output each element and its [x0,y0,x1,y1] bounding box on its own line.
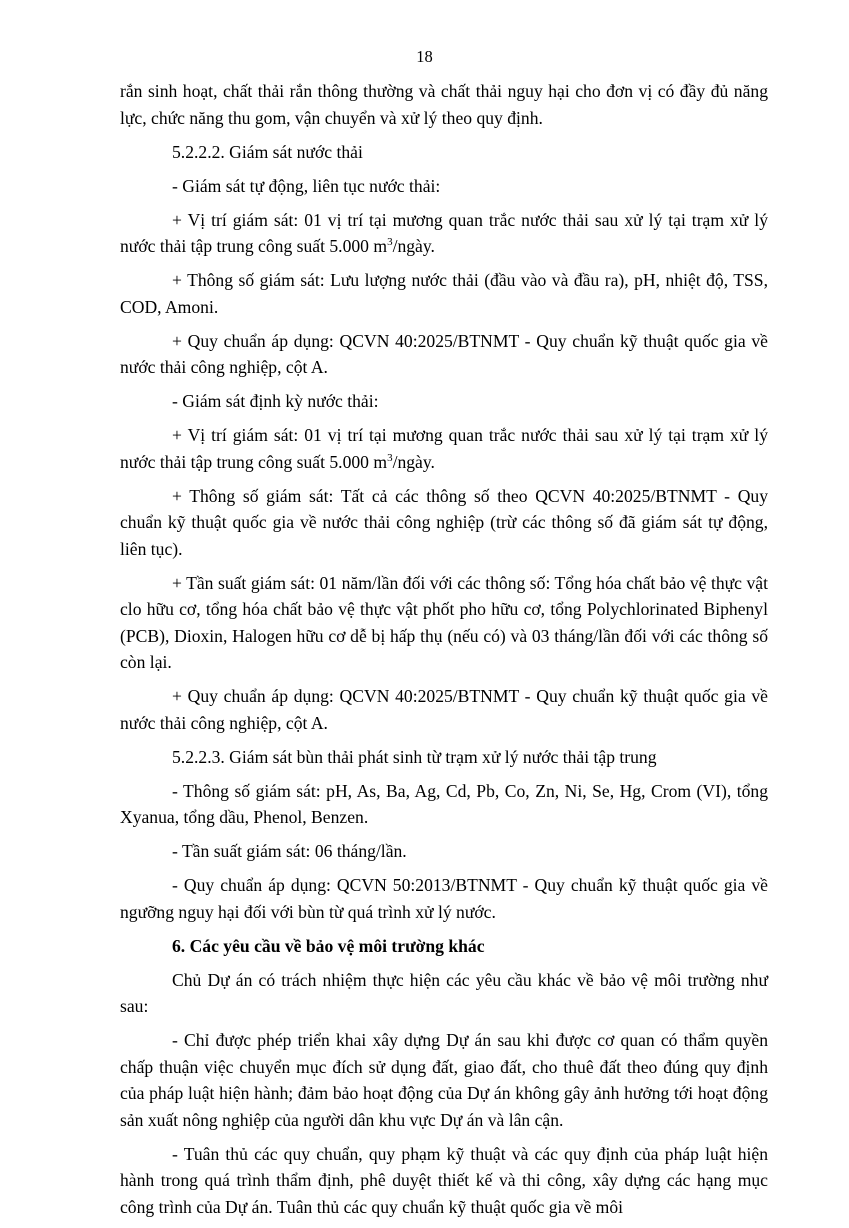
paragraph-sludge-standard: - Quy chuẩn áp dụng: QCVN 50:2013/BTNMT - Quy chuẩn kỹ thuật quốc gia về ngưỡng nguy hại đối với bùn từ quá trình xử lý nước. [120,875,768,922]
paragraph-section-6-intro: Chủ Dự án có trách nhiệm thực hiện các yêu cầu khác về bảo vệ môi trường như sau: [120,969,768,1016]
paragraph-requirement-2: - Tuân thủ các quy chuẩn, quy phạm kỹ thuật và các quy định của pháp luật hiện hành trong quá trình thẩm định, phê duyệt thiết kế và thi công, xây dựng các hạng mục công trình của Dự án. Tuân thủ các quy chuẩn kỹ thuật quốc gia về môi [120,1143,768,1217]
periodic-location-unit: /ngày. [392,451,435,472]
paragraph-periodic-standard: + Quy chuẩn áp dụng: QCVN 40:2025/BTNMT - Quy chuẩn kỹ thuật quốc gia về nước thải công nghiệp, cột A. [120,686,768,733]
paragraph-auto-location [120,207,768,260]
superscript-3: 3 [387,236,393,249]
paragraph-sludge-parameters: - Thông số giám sát: pH, As, Ba, Ag, Cd, Pb, Co, Zn, Ni, Se, Hg, Crom (VI), tổng Xyanua, tổng dầu, Phenol, Benzen. [120,780,768,827]
paragraph-periodic-location [120,422,768,475]
heading-5-2-2-3: 5.2.2.3. Giám sát bùn thải phát sinh từ trạm xử lý nước thải tập trung [172,746,657,767]
periodic-location-text: + Vị trí giám sát: 01 vị trí tại mương quan trắc nước thải sau xử lý tại trạm xử lý nước thải tập trung công suất 5.000 m [120,425,768,472]
paragraph-periodic-frequency: + Tần suất giám sát: 01 năm/lần đối với các thông số: Tổng hóa chất bảo vệ thực vật clo hữu cơ, tổng hóa chất bảo vệ thực vật phốt pho hữu cơ, tổng Polychlorinated Biphenyl (PCB), Dioxin, Halogen hữu cơ dễ bị hấp thụ (nếu có) và 03 tháng/lần đối với các thông số còn lại. [120,572,768,672]
paragraph-periodic-parameters: + Thông số giám sát: Tất cả các thông số theo QCVN 40:2025/BTNMT - Quy chuẩn kỹ thuật quốc gia về nước thải công nghiệp (trừ các thông số đã giám sát tự động, liên tục). [120,485,768,559]
paragraph-continuation: rắn sinh hoạt, chất thải rắn thông thường và chất thải nguy hại cho đơn vị có đầy đủ năng lực, chức năng thu gom, vận chuyển và xử lý theo quy định. [120,81,768,128]
paragraph-auto-monitoring: - Giám sát tự động, liên tục nước thải: [172,175,441,196]
paragraph-requirement-1: - Chỉ được phép triển khai xây dựng Dự án sau khi được cơ quan có thẩm quyền chấp thuận việc chuyển mục đích sử dụng đất, giao đất, cho thuê đất theo đúng quy định của pháp luật hiện hành; đảm bảo hoạt động của Dự án không gây ảnh hưởng tới hoạt động sản xuất nông nghiệp của người dân khu vực Dự án và lân cận. [120,1030,768,1130]
paragraph-auto-standard: + Quy chuẩn áp dụng: QCVN 40:2025/BTNMT - Quy chuẩn kỹ thuật quốc gia về nước thải công nghiệp, cột A. [120,330,768,377]
superscript-3: 3 [387,451,393,464]
auto-location-text: + Vị trí giám sát: 01 vị trí tại mương quan trắc nước thải sau xử lý tại trạm xử lý nước thải tập trung công suất 5.000 m [120,209,768,256]
page-number: 18 [416,47,433,66]
document-body [120,78,768,1228]
paragraph-periodic-monitoring: - Giám sát định kỳ nước thải: [172,391,379,411]
paragraph-sludge-frequency: - Tần suất giám sát: 06 tháng/lần. [172,841,407,861]
heading-5-2-2-2: 5.2.2.2. Giám sát nước thải [172,141,363,162]
paragraph-auto-parameters: + Thông số giám sát: Lưu lượng nước thải (đầu vào và đầu ra), pH, nhiệt độ, TSS, COD, Amoni. [120,270,768,317]
heading-6: 6. Các yêu cầu về bảo vệ môi trường khác [172,935,485,956]
auto-location-unit: /ngày. [392,236,435,256]
